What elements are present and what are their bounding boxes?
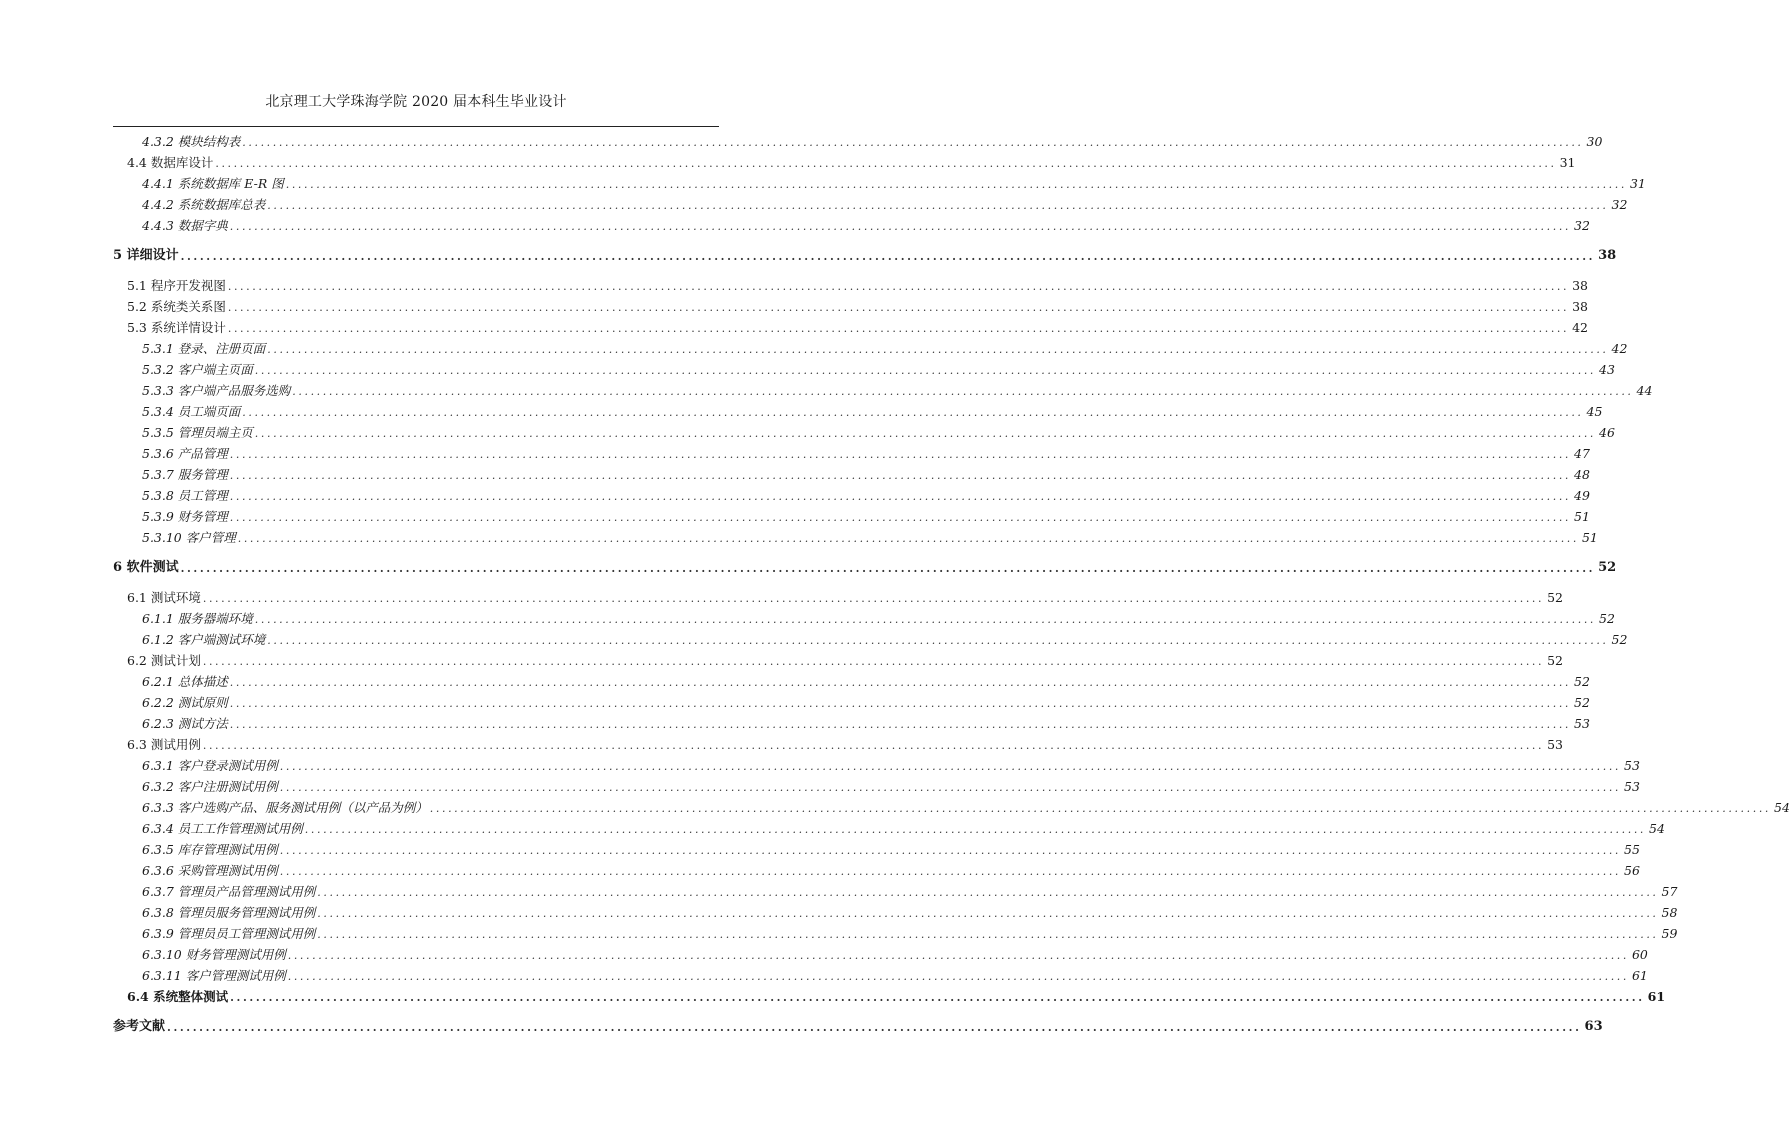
toc-dot-leader: ............................................................................................................................................................................................................................ — [237, 532, 1579, 545]
toc-entry-title: 6.3.6 采购管理测试用例 — [142, 863, 278, 878]
toc-entry[interactable] — [113, 775, 1640, 795]
toc-entry-page: 49 — [1574, 488, 1590, 503]
toc-entry-page: 54 — [1774, 800, 1790, 815]
toc-entry[interactable] — [113, 838, 1640, 858]
toc-entry[interactable] — [113, 337, 1628, 357]
toc-dot-leader: ............................................................................................................................................................................................................................ — [267, 199, 1609, 212]
toc-entry-title: 5.3.10 客户管理 — [142, 530, 236, 545]
toc-entry[interactable] — [113, 607, 1615, 627]
toc-entry-page: 53 — [1574, 716, 1590, 731]
toc-dot-leader: ............................................................................................................................................................................................................................ — [229, 469, 1572, 482]
toc-entry-title: 6.4 系统整体测试 — [127, 989, 229, 1004]
toc-entry-page: 48 — [1574, 467, 1590, 482]
toc-entry-page: 31 — [1629, 176, 1646, 191]
toc-dot-leader: ............................................................................................................................................................................................................................ — [227, 280, 1570, 293]
toc-entry-title: 5.2 系统类关系图 — [127, 299, 226, 314]
toc-dot-leader: ............................................................................................................................................................................................................................ — [167, 1021, 1582, 1034]
toc-entry-page: 52 — [1598, 560, 1617, 575]
toc-dot-leader: ............................................................................................................................................................................................................................ — [317, 928, 1659, 941]
toc-entry[interactable] — [113, 379, 1653, 399]
toc-entry[interactable] — [113, 901, 1678, 921]
toc-dot-leader: ............................................................................................................................................................................................................................ — [267, 343, 1609, 356]
toc-dot-leader: ............................................................................................................................................................................................................................ — [180, 562, 1596, 575]
toc-entry-title: 5.3.7 服务管理 — [142, 467, 228, 482]
toc-dot-leader: ............................................................................................................................................................................................................................ — [429, 802, 1772, 815]
toc-entry-title: 6.1.1 服务器端环境 — [142, 611, 253, 626]
toc-entry[interactable] — [113, 796, 1790, 816]
toc-entry-title: 5.3.1 登录、注册页面 — [142, 341, 266, 356]
toc-entry[interactable] — [113, 274, 1589, 294]
toc-dot-leader: ............................................................................................................................................................................................................................ — [287, 949, 1629, 962]
toc-entry-page: 46 — [1599, 425, 1615, 440]
toc-dot-leader: ............................................................................................................................................................................................................................ — [229, 448, 1572, 461]
toc-entry-title: 4.4 数据库设计 — [127, 155, 214, 170]
toc-entry[interactable] — [113, 421, 1615, 441]
toc-entry[interactable] — [113, 316, 1589, 336]
toc-entry-title: 6 软件测试 — [113, 560, 179, 575]
toc-dot-leader: ............................................................................................................................................................................................................................ — [229, 676, 1572, 689]
toc-entry-page: 30 — [1586, 134, 1603, 149]
toc-entry-title: 6.3.7 管理员产品管理测试用例 — [142, 884, 316, 899]
toc-entry[interactable] — [113, 670, 1590, 690]
toc-entry-page: 63 — [1584, 1019, 1603, 1034]
toc-dot-leader: ............................................................................................................................................................................................................................ — [254, 613, 1597, 626]
toc-entry-title: 6.3.11 客户管理测试用例 — [142, 968, 286, 983]
toc-entry[interactable] — [113, 1015, 1603, 1035]
toc-entry[interactable] — [113, 172, 1646, 192]
toc-entry-page: 61 — [1647, 989, 1666, 1004]
toc-entry-page: 51 — [1581, 530, 1598, 545]
toc-dot-leader: ............................................................................................................................................................................................................................ — [285, 178, 1627, 191]
toc-entry-title: 4.4.2 系统数据库总表 — [142, 197, 266, 212]
toc-dot-leader: ............................................................................................................................................................................................................................ — [202, 655, 1545, 668]
toc-entry[interactable] — [113, 754, 1640, 774]
toc-dot-leader: ............................................................................................................................................................................................................................ — [317, 907, 1659, 920]
toc-dot-leader: ............................................................................................................................................................................................................................ — [279, 865, 1622, 878]
toc-entry-page: 52 — [1574, 695, 1590, 710]
toc-entry-title: 6.1.2 客户端测试环境 — [142, 632, 266, 647]
toc-entry-page: 61 — [1631, 968, 1648, 983]
toc-entry-title: 6.1 测试环境 — [127, 590, 201, 605]
toc-dot-leader: ............................................................................................................................................................................................................................ — [229, 490, 1572, 503]
toc-dot-leader: ............................................................................................................................................................................................................................ — [227, 322, 1570, 335]
toc-entry[interactable] — [113, 817, 1665, 837]
toc-entry-page: 57 — [1661, 884, 1678, 899]
toc-dot-leader: ............................................................................................................................................................................................................................ — [229, 511, 1572, 524]
toc-entry[interactable] — [113, 586, 1564, 606]
toc-entry-page: 55 — [1624, 842, 1640, 857]
toc-entry[interactable] — [113, 712, 1590, 732]
toc-entry-title: 5 详细设计 — [113, 248, 179, 263]
toc-entry-title: 5.3 系统详情设计 — [127, 320, 226, 335]
toc-dot-leader: ............................................................................................................................................................................................................................ — [229, 718, 1572, 731]
toc-entry[interactable] — [113, 151, 1576, 171]
toc-entry-page: 52 — [1574, 674, 1590, 689]
toc-entry-page: 42 — [1611, 341, 1628, 356]
toc-entry-title: 6.2.2 测试原则 — [142, 695, 228, 710]
toc-entry-page: 38 — [1598, 248, 1617, 263]
toc-entry[interactable] — [113, 628, 1628, 648]
toc-entry[interactable] — [113, 526, 1598, 546]
toc-entry-page: 45 — [1586, 404, 1603, 419]
toc-dot-leader: ............................................................................................................................................................................................................................ — [180, 250, 1596, 263]
toc-entry[interactable] — [113, 859, 1640, 879]
toc-dot-leader: ............................................................................................................................................................................................................................ — [202, 739, 1545, 752]
toc-entry-page: 42 — [1572, 320, 1589, 335]
page-header: 北京理工大学珠海学院 2020 届本科生毕业设计 — [265, 94, 567, 110]
toc-entry-page: 52 — [1611, 632, 1628, 647]
toc-entry-title: 5.3.5 管理员端主页 — [142, 425, 253, 440]
toc-entry[interactable] — [113, 556, 1617, 576]
toc-entry-page: 31 — [1559, 155, 1576, 170]
toc-dot-leader: ............................................................................................................................................................................................................................ — [304, 823, 1647, 836]
toc-entry[interactable] — [113, 964, 1648, 984]
toc-dot-leader: ............................................................................................................................................................................................................................ — [227, 301, 1570, 314]
toc-entry-page: 53 — [1624, 758, 1640, 773]
toc-entry-title: 6.3.4 员工工作管理测试用例 — [142, 821, 303, 836]
toc-entry-title: 6.3.2 客户注册测试用例 — [142, 779, 278, 794]
toc-entry[interactable] — [113, 463, 1590, 483]
toc-dot-leader: ............................................................................................................................................................................................................................ — [279, 781, 1622, 794]
toc-entry-page: 52 — [1547, 653, 1564, 668]
toc-entry-page: 47 — [1574, 446, 1590, 461]
toc-entry[interactable] — [113, 922, 1678, 942]
toc-entry-title: 6.3.5 库存管理测试用例 — [142, 842, 278, 857]
toc-entry-title: 4.4.1 系统数据库 E-R 图 — [142, 176, 284, 191]
toc-entry-title: 5.3.8 员工管理 — [142, 488, 228, 503]
toc-entry-title: 6.2 测试计划 — [127, 653, 201, 668]
toc-dot-leader: ............................................................................................................................................................................................................................ — [254, 427, 1597, 440]
toc-entry-page: 32 — [1574, 218, 1590, 233]
toc-entry-title: 6.2.1 总体描述 — [142, 674, 228, 689]
toc-entry[interactable] — [113, 691, 1590, 711]
toc-entry-title: 6.3.10 财务管理测试用例 — [142, 947, 286, 962]
toc-dot-leader: ............................................................................................................................................................................................................................ — [229, 220, 1572, 233]
toc-entry-title: 5.3.2 客户端主页面 — [142, 362, 253, 377]
toc-entry[interactable] — [113, 649, 1564, 669]
toc-entry-title: 5.3.6 产品管理 — [142, 446, 228, 461]
toc-dot-leader: ............................................................................................................................................................................................................................ — [242, 406, 1584, 419]
toc-entry-title: 5.3.4 员工端页面 — [142, 404, 241, 419]
toc-entry-page: 44 — [1636, 383, 1653, 398]
toc-entry[interactable] — [113, 442, 1590, 462]
toc-dot-leader: ............................................................................................................................................................................................................................ — [279, 760, 1622, 773]
toc-entry-page: 51 — [1574, 509, 1590, 524]
toc-entry[interactable] — [113, 400, 1603, 420]
toc-dot-leader: ............................................................................................................................................................................................................................ — [215, 157, 1557, 170]
toc-entry-title: 5.1 程序开发视图 — [127, 278, 226, 293]
toc-entry-title: 4.3.2 模块结构表 — [142, 134, 241, 149]
toc-entry[interactable] — [113, 985, 1666, 1005]
toc-dot-leader: ............................................................................................................................................................................................................................ — [267, 634, 1609, 647]
toc-entry-title: 6.2.3 测试方法 — [142, 716, 228, 731]
toc-entry[interactable] — [113, 505, 1590, 525]
toc-entry-page: 38 — [1572, 299, 1589, 314]
toc-entry-page: 32 — [1611, 197, 1628, 212]
toc-dot-leader: ............................................................................................................................................................................................................................ — [202, 592, 1545, 605]
toc-dot-leader: ............................................................................................................................................................................................................................ — [279, 844, 1622, 857]
toc-entry-page: 43 — [1599, 362, 1615, 377]
toc-entry-page: 58 — [1661, 905, 1678, 920]
toc-entry-title: 5.3.9 财务管理 — [142, 509, 228, 524]
toc-entry-page: 52 — [1547, 590, 1564, 605]
toc-entry-page: 53 — [1547, 737, 1564, 752]
toc-entry-title: 4.4.3 数据字典 — [142, 218, 228, 233]
toc-dot-leader: ............................................................................................................................................................................................................................ — [292, 385, 1634, 398]
toc-entry[interactable] — [113, 193, 1628, 213]
toc-entry[interactable] — [113, 130, 1603, 150]
toc-entry-page: 59 — [1661, 926, 1678, 941]
toc-entry[interactable] — [113, 295, 1589, 315]
header-rule — [113, 126, 719, 127]
toc-entry-title: 6.3.1 客户登录测试用例 — [142, 758, 278, 773]
toc-entry[interactable] — [113, 358, 1615, 378]
toc-entry-title: 6.3.8 管理员服务管理测试用例 — [142, 905, 316, 920]
toc-entry[interactable] — [113, 733, 1564, 753]
toc-dot-leader: ............................................................................................................................................................................................................................ — [254, 364, 1597, 377]
toc-dot-leader: ............................................................................................................................................................................................................................ — [230, 991, 1645, 1004]
toc-entry-title: 5.3.3 客户端产品服务选购 — [142, 383, 291, 398]
toc-dot-leader: ............................................................................................................................................................................................................................ — [317, 886, 1659, 899]
toc-entry-page: 54 — [1649, 821, 1665, 836]
toc-entry[interactable] — [113, 244, 1617, 264]
toc-dot-leader: ............................................................................................................................................................................................................................ — [229, 697, 1572, 710]
toc-dot-leader: ............................................................................................................................................................................................................................ — [287, 970, 1629, 983]
toc-entry-page: 56 — [1624, 863, 1640, 878]
toc-entry[interactable] — [113, 880, 1678, 900]
toc-entry-page: 53 — [1624, 779, 1640, 794]
toc-entry[interactable] — [113, 214, 1590, 234]
toc-entry-title: 参考文献 — [113, 1019, 166, 1034]
toc-entry-title: 6.3.3 客户选购产品、服务测试用例（以产品为例） — [142, 800, 428, 815]
toc-dot-leader: ............................................................................................................................................................................................................................ — [242, 136, 1584, 149]
toc-entry-page: 60 — [1631, 947, 1648, 962]
toc-entry-title: 6.3 测试用例 — [127, 737, 201, 752]
toc-entry[interactable] — [113, 943, 1648, 963]
toc-entry[interactable] — [113, 484, 1590, 504]
toc-entry-page: 38 — [1572, 278, 1589, 293]
toc-entry-title: 6.3.9 管理员员工管理测试用例 — [142, 926, 316, 941]
toc-entry-page: 52 — [1599, 611, 1615, 626]
